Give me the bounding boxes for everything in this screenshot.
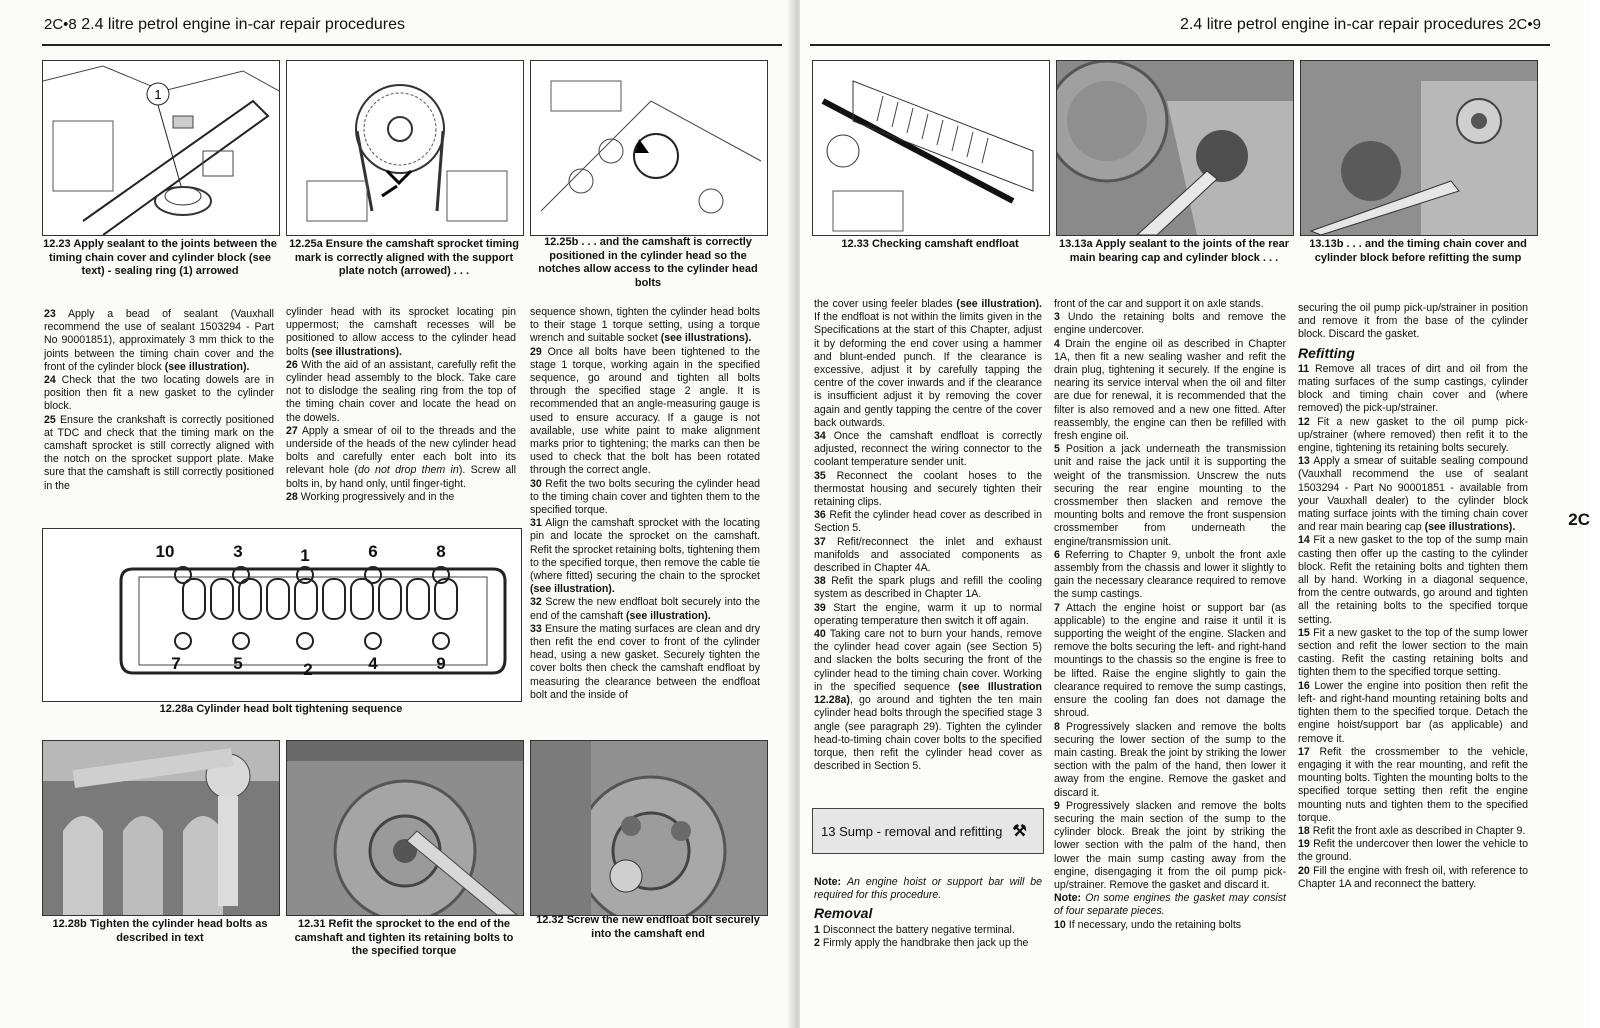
- figure-12-25b: [530, 60, 768, 236]
- para-23: Apply a bead of sealant (Vauxhall recommend the use of sealant 1503294 - Part No 90001851), approximately 3 mm thick to the joints between the timing chain cover and the front of the cylinder block: [44, 308, 274, 373]
- see-illustration-ref: (see illustration).: [530, 583, 615, 596]
- step-3: Undo the retaining bolts and remove the engine undercover.: [1054, 311, 1286, 337]
- photo-12-32: [530, 740, 768, 916]
- caption-12-28a: 12.28a Cylinder head bolt tightening sequence: [159, 703, 403, 715]
- step-2: Firmly apply the handbrake then jack up the: [822, 936, 1029, 949]
- caption-13-13b: 13.13b . . . and the timing chain cover and cylinder block before refitting the sump: [1309, 238, 1527, 264]
- para-28-cont: sequence shown, tighten the cylinder head bolts to their stage 1 torque setting, using a torque wrench and suitable socket: [530, 306, 760, 345]
- photo-12-31-drawing: [287, 741, 523, 915]
- step-5: Position a jack underneath the transmission unit and raise the jack until it is supporting the weight of the transmission. Unscrew the nuts securing the rear engine mounting to the crossmember then slacken and remove the mounting bolts and remove the front suspension crossmember from underneath the engine/transmission unit.: [1054, 443, 1286, 548]
- photo-13-13a-drawing: [1057, 61, 1293, 235]
- photo-12-28b: [42, 740, 280, 916]
- header-rule: [42, 44, 782, 46]
- para-number: 25: [44, 413, 56, 426]
- para-number: 8: [1054, 720, 1060, 733]
- figure-12-25a: [286, 60, 524, 236]
- see-illustration-ref: (see illustration).: [626, 609, 711, 622]
- right-page-number: 2C•9: [1508, 16, 1541, 33]
- caption-12-32: 12.32 Screw the new endfloat bolt securely into the camshaft end: [536, 914, 760, 940]
- para-28: Working progressively and in the: [300, 490, 455, 503]
- step-8: Progressively slacken and remove the bolts securing the lower section of the sump to the main casting. Break the joint by striking the lower section with the palm of the hand, then lower it away from the engine. Remove the gasket and discard it.: [1054, 720, 1286, 799]
- step-7: Attach the engine hoist or support bar (as applicable) to the engine and raise it until it is supporting the weight of the engine. Slacken and remove the bolts securing the left- and right-hand mountings to the chassis so the engine is free to be lifted. Raise the engine slightly to gain the clearance required to remove the sump castings, ensure the cooling fan does not damage the shroud.: [1054, 601, 1287, 720]
- note-text: An engine hoist or support bar will be required for this procedure.: [814, 876, 1042, 902]
- para-number: 10: [1054, 918, 1066, 931]
- bolt-label: 4: [368, 654, 378, 673]
- caption-12-23: 12.23 Apply sealant to the joints between the timing chain cover and cylinder block (see text) - sealing ring (1) arrowed: [43, 238, 277, 277]
- para-number: 17: [1298, 745, 1310, 758]
- left-page-header: [44, 16, 405, 34]
- para-27-end: ). Screw all bolts in, by hand only, until finger-tight.: [286, 464, 516, 490]
- para-27: Apply a smear of oil to the threads and the underside of the heads of the new cylinder head bolts and carefully enter each bolt into its relevant hole (: [286, 424, 517, 477]
- see-illustrations-ref: (see illustrations).: [311, 345, 403, 358]
- see-illustration-ref: (see Illustration 12.28a): [814, 680, 1042, 707]
- figure-12-33-drawing: [813, 61, 1049, 235]
- para-31: Align the camshaft sprocket with the locating pin and locate the sprocket on the camshaft. Refit the sprocket retaining bolts, tightening them to the specified torque, then remove the cable tie (where fitted) securing the chain to the sprocket: [530, 517, 761, 583]
- para-number: 12: [1298, 415, 1310, 428]
- see-illustration-ref: (see illustration).: [956, 298, 1042, 310]
- para-number: 40: [814, 628, 826, 641]
- step-10: If necessary, undo the retaining bolts: [1068, 918, 1242, 931]
- para-number: 2: [814, 936, 820, 949]
- para-number: 23: [44, 308, 56, 320]
- callout-label: 1: [154, 87, 162, 102]
- section-13-removal: [814, 876, 1042, 950]
- figure-12-23: [42, 60, 280, 236]
- para-number: 29: [530, 345, 542, 358]
- para-29: Once all bolts have been tightened to the stage 1 torque, working again in the specified sequence, go around and tighten all bolts through the specified stage 2 angle. It is recommended that an angle-measuring gauge is used to ensure accuracy. If a gauge is not available, use white paint to make alignment marks prior to tightening; the marks can then be used to check that the bolt has been rotated through the correct angle.: [530, 345, 760, 477]
- refitting-heading: Refitting: [1298, 344, 1355, 361]
- see-illustrations-ref: (see illustrations).: [660, 332, 752, 345]
- para-number: 4: [1054, 337, 1060, 350]
- step-17: Refit the crossmember to the vehicle, engaging it with the rear mounting, and refit the mounting bolts. Tighten the mounting bolts to the specified torque setting then refit the engine mounting nuts and tighten them to the specified torque.: [1298, 745, 1528, 824]
- para-number: 34: [814, 430, 826, 443]
- para-number: 39: [814, 601, 826, 614]
- para-number: 18: [1298, 824, 1310, 837]
- para-35: Reconnect the coolant hoses to the thermostat housing and securely tighten their retaining clips.: [814, 469, 1042, 509]
- para-number: 11: [1298, 362, 1310, 375]
- para-38: Refit the spark plugs and refill the cooling system as described in Chapter 1A.: [814, 575, 1042, 601]
- step-9: Progressively slacken and remove the bolts securing the main section of the sump to the cylinder block. Break the joint by striking the lower section with the palm of the hand, then lower the main sump casting away from the engine, disengaging it from the oil pump pick-up/strainer. Remove the gasket and discard it.: [1054, 799, 1286, 891]
- step-19: Refit the undercover then lower the vehicle to the ground.: [1298, 838, 1528, 864]
- left-page: [0, 0, 792, 1028]
- bolt-label: 7: [171, 654, 181, 673]
- step-15: Fit a new gasket to the top of the sump lower section and refit the lower section to the main casting. Refit the casting retaining bolts and tighten them to the specified torque setting.: [1298, 626, 1528, 679]
- para-number: 15: [1298, 626, 1310, 639]
- see-illustrations-ref: (see illustrations).: [1424, 521, 1516, 534]
- caption-12-31: 12.31 Refit the sprocket to the end of the camshaft and tighten its retaining bolts to the specified torque: [294, 918, 514, 957]
- para-24: Check that the two locating dowels are in position then fit a new gasket to the cylinder block.: [44, 374, 274, 413]
- para-number: 16: [1298, 679, 1310, 692]
- caption-12-25b: 12.25b . . . and the camshaft is correctly positioned in the cylinder head so the notches allow access to the cylinder head bolts: [538, 236, 758, 289]
- para-40-end: , go around and tighten the ten main cylinder head bolts through the specified stage 3 angle (see paragraph 29). Tighten the cylinder head-to-timing chain cover bolts to the specified torque, then refit the cylinder head cover as described in Section 5.: [814, 694, 1042, 773]
- right-page-title: 2.4 litre petrol engine in-car repair procedures: [1180, 16, 1504, 33]
- bolt-label: 1: [300, 546, 310, 565]
- para-33: Ensure the mating surfaces are clean and dry then refit the end cover to front of the cylinder head, using a new gasket. Securely tighten the cover bolts then check the camshaft endfloat by measuring the clearance between the endfloat bolt and the inside of: [530, 622, 760, 701]
- removal-heading: Removal: [814, 905, 873, 922]
- para-number: 7: [1054, 601, 1060, 614]
- para-32: Screw the new endfloat bolt securely into the end of the camshaft: [530, 596, 760, 622]
- right-page-header: [1180, 16, 1541, 34]
- right-page: [800, 0, 1590, 1028]
- para-number: 33: [530, 622, 542, 635]
- para-25: Ensure the crankshaft is correctly positioned at TDC and check that the timing mark on the camshaft sprocket is still correctly aligned with the notch on the sprocket support plate. Make sure that the camshaft is still correctly positioned in the: [44, 413, 274, 492]
- note-text: On some engines the gasket may consist of four separate pieces.: [1054, 892, 1286, 918]
- text-column-4: [814, 298, 1042, 773]
- text-column-2: [286, 306, 516, 504]
- para-39: Start the engine, warm it up to normal operating temperature then switch it off again.: [814, 601, 1042, 627]
- para-number: 3: [1054, 311, 1060, 324]
- bolt-label: 5: [233, 654, 243, 673]
- para-number: 27: [286, 424, 298, 437]
- para-25-cont: cylinder head with its sprocket locating pin uppermost; the camshaft recesses will be positioned to allow access to the cylinder head bolts: [286, 306, 516, 358]
- photo-12-28b-drawing: [43, 741, 279, 915]
- bolt-label: 3: [233, 542, 243, 561]
- figure-12-23-drawing: [43, 61, 279, 235]
- para-number: 36: [814, 509, 826, 522]
- para-number: 32: [530, 596, 542, 609]
- para-26: With the aid of an assistant, carefully refit the cylinder head assembly to the block. Take care not to dislodge the sealing ring from the top of the timing chain cover and locate the head on the dowels.: [286, 358, 516, 424]
- para-30: Refit the two bolts securing the cylinder head to the timing chain cover and tighten them to the specified torque.: [530, 477, 760, 517]
- step-20: Fill the engine with fresh oil, with reference to Chapter 1A and reconnect the battery.: [1298, 864, 1528, 890]
- photo-13-13b: [1300, 60, 1538, 236]
- para-number: 26: [286, 358, 298, 371]
- figure-12-25b-drawing: [531, 61, 767, 235]
- para-number: 35: [814, 469, 826, 482]
- text-column-1: [44, 308, 274, 493]
- bolt-label: 8: [436, 542, 446, 561]
- step-14: Fit a new gasket to the top of the sump main casting then offer up the casting to the cylinder block. Refit the retaining bolts and tighten them all by hand. Working in a diagonal sequence, from the centre outwards, go around and tighten all the retaining bolts to the specified torque setting.: [1298, 534, 1528, 626]
- caption-12-28b: 12.28b Tighten the cylinder head bolts as described in text: [52, 918, 268, 944]
- para-number: 38: [814, 575, 826, 588]
- see-illustration-ref: (see illustration).: [164, 360, 250, 373]
- text-column-5: [1054, 298, 1286, 932]
- bolt-label: 2: [303, 660, 313, 679]
- text-column-6: [1298, 302, 1528, 891]
- figure-12-33: [812, 60, 1050, 236]
- section-13-title: 13 Sump - removal and refitting: [821, 823, 1003, 839]
- para-number: 13: [1298, 455, 1310, 468]
- para-number: 6: [1054, 548, 1060, 561]
- para-number: 37: [814, 535, 826, 548]
- para-37: Refit/reconnect the inlet and exhaust manifolds and associated components as described in Chapter 4A.: [814, 535, 1042, 575]
- para-34: Once the camshaft endfloat is correctly adjusted, reconnect the wiring connector to the coolant temperature sender unit.: [814, 430, 1042, 469]
- photo-13-13a: [1056, 60, 1294, 236]
- photo-12-32-drawing: [531, 741, 767, 915]
- step-11: Remove all traces of dirt and oil from the mating surfaces of the sump castings, cylinder block and timing chain cover and (where removed) the pick-up/strainer.: [1298, 362, 1528, 415]
- caption-13-13a: 13.13a Apply sealant to the joints of the rear main bearing cap and cylinder block . . .: [1058, 238, 1290, 264]
- step-6: Referring to Chapter 9, unbolt the front axle assembly from the chassis and lower it slightly to gain the necessary clearance required to remove the sump castings.: [1054, 548, 1286, 601]
- para-number: 9: [1054, 799, 1060, 812]
- para-33-cont-2: If the endfloat is not within the limits given in the Specifications at the start of this Chapter, adjust it by deforming the end cover using a hammer and blunt-ended punch. If the clearance is excessive, adjust it by carefully tapping the centre of the cover inwards and if the clearance is insufficient adjust it by removing the cover again and gently tapping the centre of the cover back outwards.: [814, 311, 1042, 429]
- caption-12-25a: 12.25a Ensure the camshaft sprocket timing mark is correctly aligned with the support plate notch (arrowed) . . .: [289, 238, 519, 277]
- bolt-label: 10: [155, 542, 175, 561]
- header-rule: [810, 44, 1550, 46]
- photo-12-31: [286, 740, 524, 916]
- left-page-number: 2C•8: [44, 16, 77, 33]
- para-number: 30: [530, 477, 542, 490]
- para-number: 24: [44, 374, 56, 387]
- note-label: Note:: [1054, 892, 1082, 905]
- step-16: Lower the engine into position then refit the left- and right-hand mounting retaining bolts and tighten them to the specified torque. Detach the engine hoist/support bar (as applicable) and remove it.: [1298, 679, 1528, 745]
- step-12: Fit a new gasket to the oil pump pick-up/strainer (where removed) then refit it to the engine, tightening its retaining bolts securely.: [1298, 415, 1528, 455]
- photo-13-13b-drawing: [1301, 61, 1537, 235]
- para-number: 31: [530, 517, 542, 530]
- section-13-heading: [812, 808, 1044, 854]
- para-36: Refit the cylinder head cover as described in Section 5.: [814, 509, 1042, 535]
- step-1: Disconnect the battery negative terminal.: [822, 923, 1015, 936]
- figure-12-25a-drawing: [287, 61, 523, 235]
- step-2-cont: front of the car and support it on axle stands.: [1054, 298, 1264, 310]
- step-10-cont: securing the oil pump pick-up/strainer in position and remove it from the base of the cylinder block. Discard the gasket.: [1298, 302, 1528, 341]
- figure-12-28a: [42, 528, 522, 702]
- para-number: 28: [286, 490, 298, 503]
- chapter-edge-tab: 2C: [1568, 510, 1590, 529]
- left-page-title: 2.4 litre petrol engine in-car repair procedures: [81, 16, 405, 33]
- para-number: 14: [1298, 534, 1310, 547]
- caption-12-33: 12.33 Checking camshaft endfloat: [841, 238, 1019, 250]
- para-number: 19: [1298, 838, 1310, 851]
- bolt-label: 6: [368, 542, 378, 561]
- note-label: Note:: [814, 876, 842, 888]
- para-33-cont: the cover using feeler blades: [814, 298, 953, 310]
- bolt-sequence-diagram: [43, 529, 521, 701]
- para-number: 5: [1054, 443, 1060, 456]
- para-27-italic: do not drop them in: [357, 464, 459, 477]
- step-13: Apply a smear of suitable sealing compound (Vauxhall recommend the use of sealant 1503294 - Part No 90001851 - available from your Vauxhall dealer) to the cylinder block mating surface joints with the timing chain cover and rear main bearing cap: [1298, 455, 1528, 534]
- para-40: Taking care not to burn your hands, remove the cylinder head cover again (see Section 5) and slacken the bolts securing the front of the cylinder head to the timing chain cover. Working in the specified sequence: [814, 628, 1042, 693]
- step-4: Drain the engine oil as described in Chapter 1A, then fit a new sealing washer and refit the drain plug, tightening it securely. If the engine is nearing its service interval when the oil and filter are due for renewal, it is recommended that the filter is also removed and a new one fitted. After reassembly, the engine can then be refilled with fresh engine oil.: [1054, 337, 1286, 443]
- para-number: 1: [814, 923, 820, 936]
- bolt-label: 9: [436, 654, 446, 673]
- spanner-rating-icon: ⚒: [1012, 823, 1027, 840]
- step-18: Refit the front axle as described in Chapter 9.: [1312, 824, 1526, 837]
- para-number: 20: [1298, 864, 1310, 877]
- text-column-3: [530, 306, 760, 702]
